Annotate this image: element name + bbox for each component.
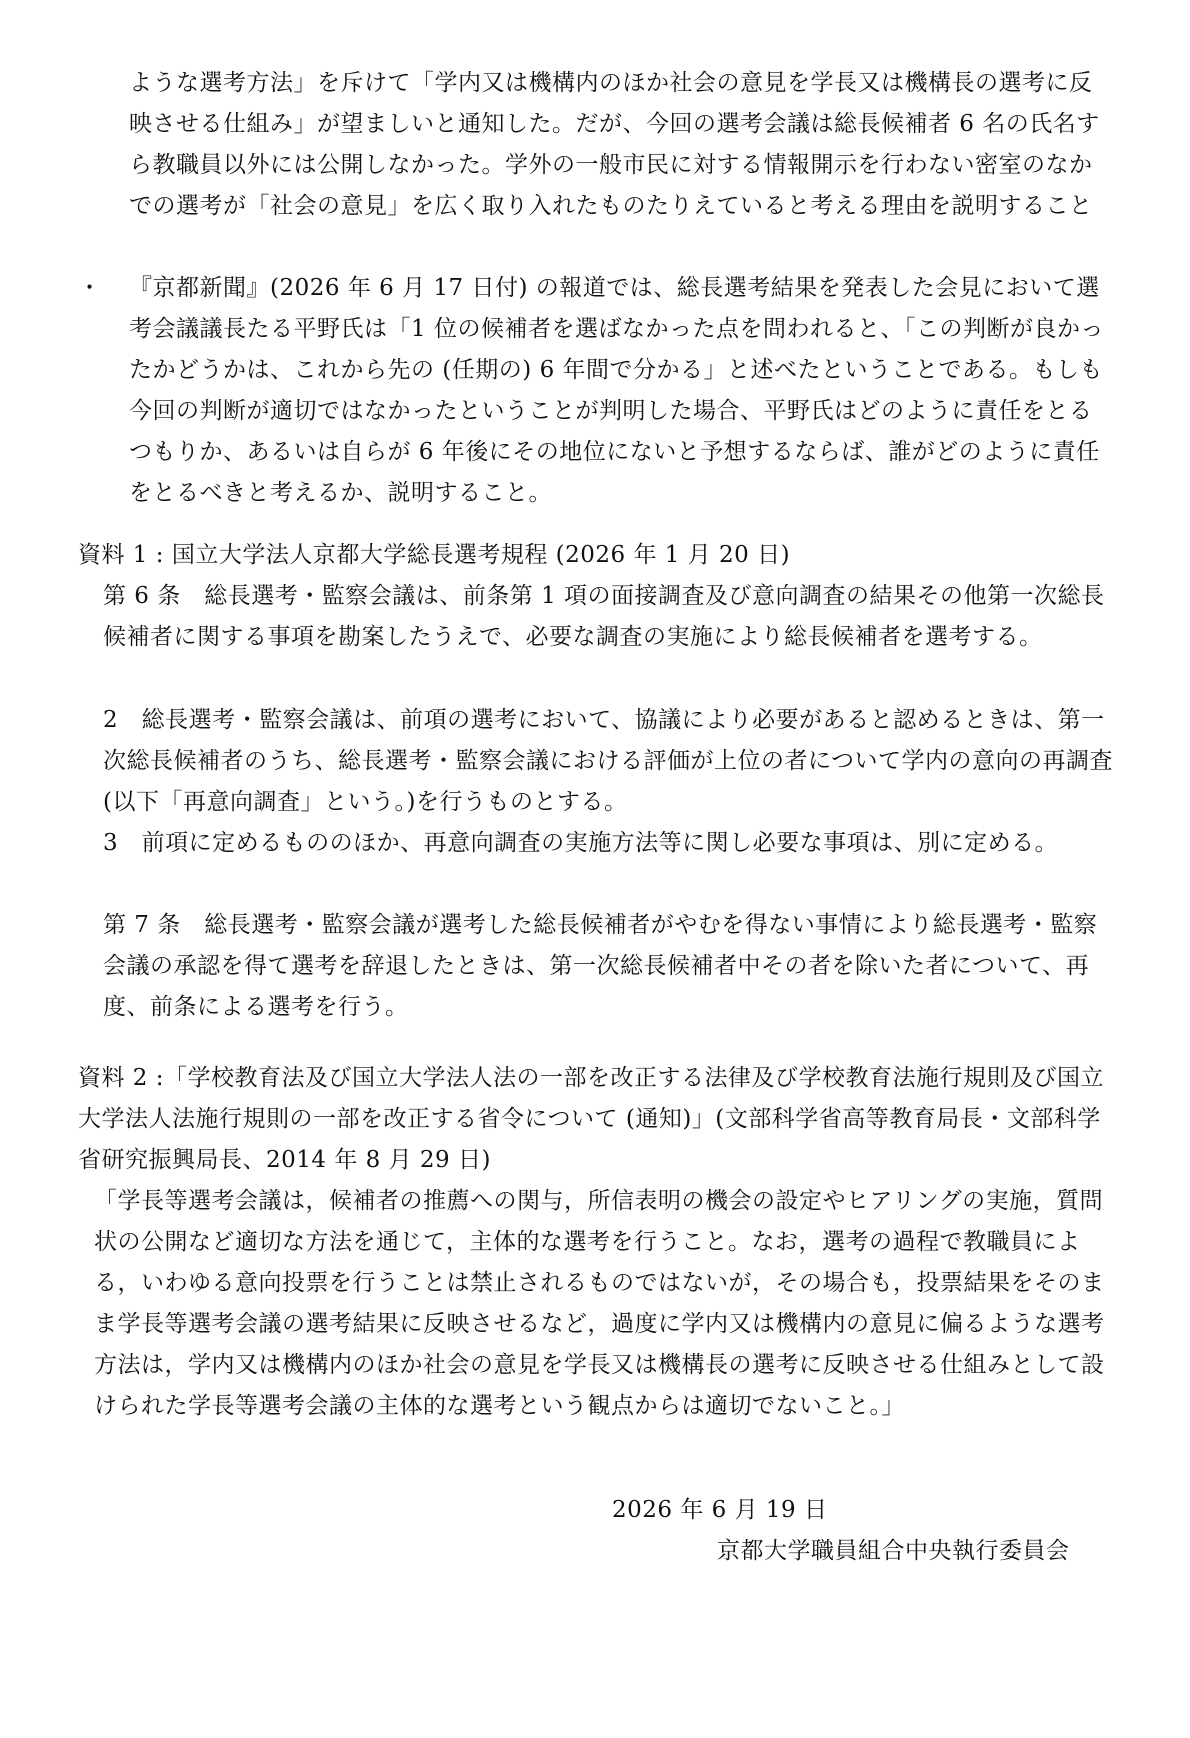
material1-article6-paragraph2: 2 総長選考・監察会議は、前項の選考において、協議により必要があると認めるときは、第一次総長候補者のうち、総長選考・監察会議における評価が上位の者について学内の意向の再調査(以下「再意向調査」という。)を行うものとする。 <box>103 707 1114 815</box>
bullet-mark: ・ <box>78 275 101 301</box>
signature-date: 2026 年 6 月 19 日 <box>612 1497 828 1523</box>
material1-heading: 資料 1 : 国立大学法人京都大学総長選考規程 (2026 年 1 月 20 日) <box>78 542 791 568</box>
material1-article7: 第 7 条 総長選考・監察会議が選考した総長候補者がやむを得ない事情により総長選考・監察会議の承認を得て選考を辞退したときは、第一次総長候補者中その者を除いた者について、再度、前条による選考を行う。 <box>103 912 1098 1020</box>
material1-article6: 第 6 条 総長選考・監察会議は、前条第 1 項の面接調査及び意向調査の結果その他第一次総長候補者に関する事項を勘案したうえで、必要な調査の実施により総長候補者を選考する。 <box>103 583 1105 650</box>
bullet-text: 『京都新聞』(2026 年 6 月 17 日付) の報道では、総長選考結果を発表した会見において選考会議議長たる平野氏は「1 位の候補者を選ばなかった点を問われると、「この判断が良かったかどうかは、これから先の (任期の) 6 年間で分かる」と述べたということである。もしも今回の判断が適切ではなかったということが判明した場合、平野氏はどのように責任をとるつもりか、あるいは自らが 6 年後にその地位にないと予想するならば、誰がどのように責任をとるべきと考えるか、説明すること。 <box>129 275 1104 506</box>
material2-quote: 「学長等選考会議は，候補者の推薦への関与，所信表明の機会の設定やヒアリングの実施，質問状の公開など適切な方法を通じて，主体的な選考を行うこと。なお，選考の過程で教職員による，いわゆる意向投票を行うことは禁止されるものではないが，その場合も，投票結果をそのまま学長等選考会議の選考結果に反映させるなど，過度に学内又は機構内の意見に偏るような選考方法は，学内又は機構内のほか社会の意見を学長又は機構長の選考に反映させる仕組みとして設けられた学長等選考会議の主体的な選考という観点からは適切でないこと。」 <box>94 1188 1105 1419</box>
material1-article6-paragraph3: 3 前項に定めるもののほか、再意向調査の実施方法等に関し必要な事項は、別に定める。 <box>103 830 1059 856</box>
signature-organization: 京都大学職員組合中央執行委員会 <box>717 1538 1070 1564</box>
material2-heading: 資料 2 :「学校教育法及び国立大学法人法の一部を改正する法律及び学校教育法施行規則及び国立大学法人法施行規則の一部を改正する省令について (通知)」(文部科学省高等教育局長・文部科学省研究振興局長、2014 年 8 月 29 日) <box>78 1065 1105 1173</box>
intro-paragraph: ような選考方法」を斥けて「学内又は機構内のほか社会の意見を学長又は機構長の選考に反映させる仕組み」が望ましいと通知した。だが、今回の選考会議は総長候補者 6 名の氏名すら教職員以外には公開しなかった。学外の一般市民に対する情報開示を行わない密室のなかでの選考が「社会の意見」を広く取り入れたものたりえていると考える理由を説明すること <box>129 70 1100 219</box>
